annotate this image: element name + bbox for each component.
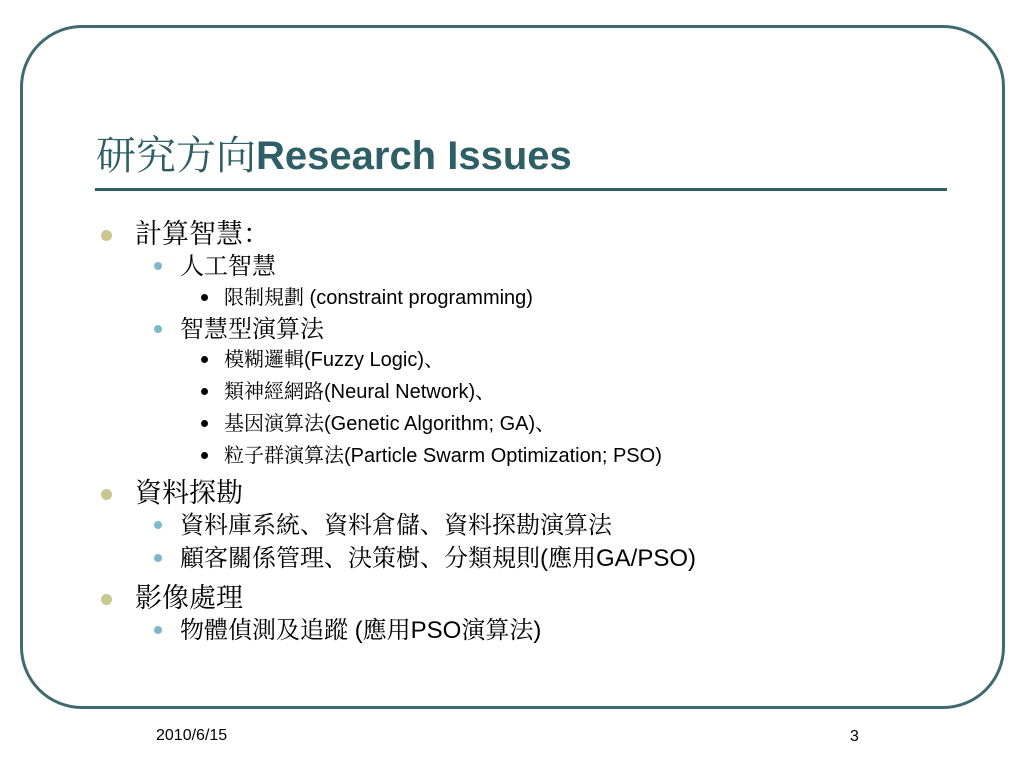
bullet-text: 顧客關係管理、決策樹、分類規則(應用GA/PSO) <box>180 545 697 572</box>
page-number: 3 <box>850 728 859 745</box>
bullet-text: 資料探勘 <box>135 478 243 508</box>
bullet-dot-icon <box>154 554 162 562</box>
bullet-text: 類神經網路(Neural Network)、 <box>224 381 496 403</box>
bullet-text: 模糊邏輯(Fuzzy Logic)、 <box>224 349 445 371</box>
bullet-text: 人工智慧 <box>180 253 276 280</box>
bullet-dot-icon <box>201 294 208 301</box>
slide-title-en: Research Issues <box>256 134 572 178</box>
bullet-text: 智慧型演算法 <box>180 316 324 343</box>
bullet-text: 物體偵測及追蹤 (應用PSO演算法) <box>180 617 542 644</box>
bullet-dot-icon <box>154 262 162 270</box>
bullet-text: 計算智慧： <box>135 219 270 249</box>
bullet-text: 基因演算法(Genetic Algorithm; GA)、 <box>224 413 556 435</box>
bullet-dot-icon <box>201 420 208 427</box>
footer-date: 2010/6/15 <box>156 727 228 744</box>
bullet-dot-icon <box>154 626 162 634</box>
bullet-text: 粒子群演算法(Particle Swarm Optimization; PSO) <box>224 445 662 467</box>
bullet-dot-icon <box>201 356 208 363</box>
bullet-dot-icon <box>101 489 112 500</box>
bullet-dot-icon <box>101 230 112 241</box>
bullet-text: 資料庫系統、資料倉儲、資料探勘演算法 <box>180 512 612 539</box>
bullet-dot-icon <box>154 521 162 529</box>
bullet-text: 限制規劃 (constraint programming) <box>224 287 533 309</box>
bullet-text: 影像處理 <box>135 583 243 613</box>
bullet-dot-icon <box>101 594 112 605</box>
slide-title-zh: 研究方向 <box>96 134 256 178</box>
bullet-dot-icon <box>201 388 208 395</box>
bullet-dot-icon <box>201 452 208 459</box>
bullet-dot-icon <box>154 325 162 333</box>
